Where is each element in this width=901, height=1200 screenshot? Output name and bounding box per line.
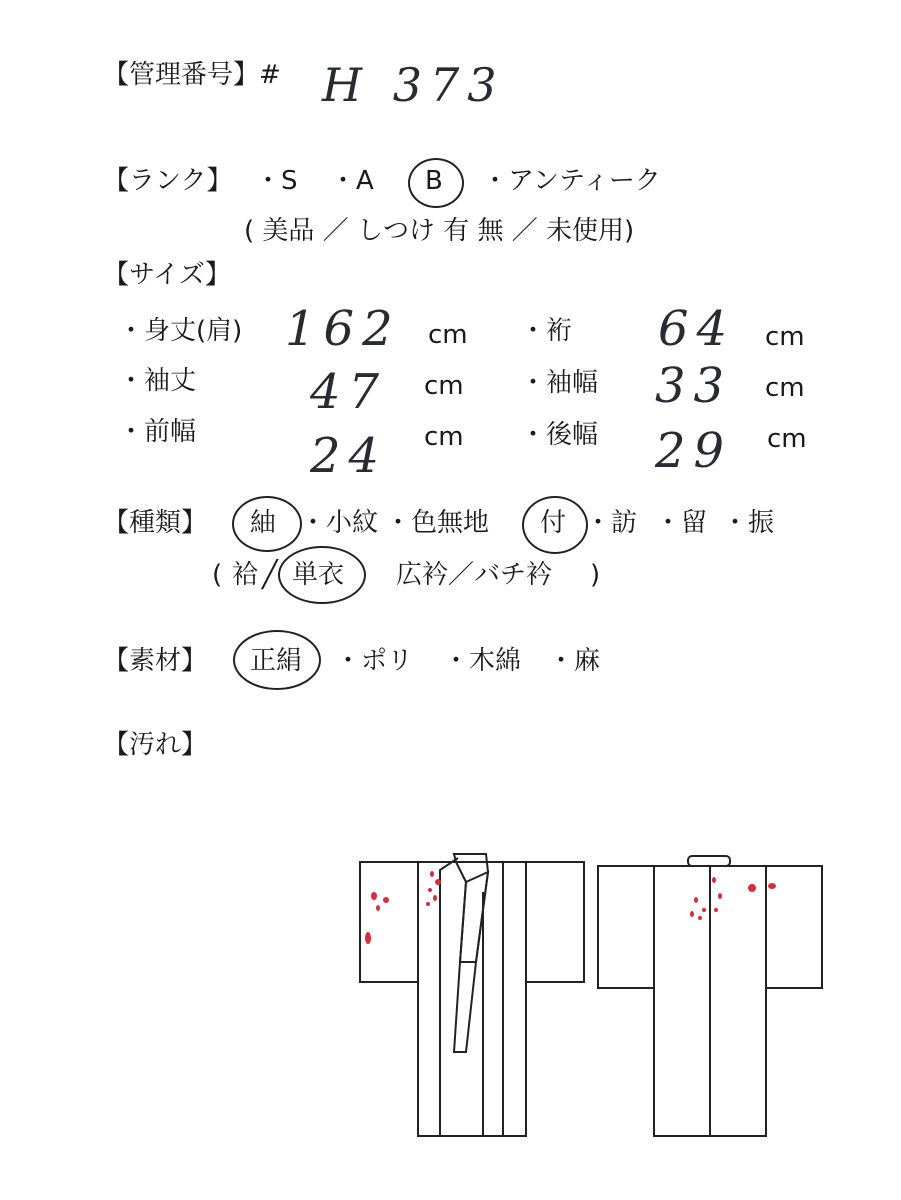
size-value-sleeve-width: 33 bbox=[655, 358, 733, 414]
size-value-front-width: 24 bbox=[310, 428, 388, 484]
size-label: 【サイズ】 bbox=[103, 260, 231, 290]
kind-sub-slash: ╱ bbox=[262, 560, 278, 590]
kind-sub-close-paren: ) bbox=[590, 560, 601, 590]
size-value-back-width: 29 bbox=[655, 423, 733, 479]
back-left-sleeve bbox=[598, 866, 654, 988]
material-option-silk: 正絹 bbox=[250, 646, 303, 676]
size-label-front-width: ・前幅 bbox=[118, 417, 197, 447]
size-unit-back-width: cm bbox=[767, 424, 807, 454]
rank-selected-circle bbox=[408, 158, 464, 208]
kind-sub-open-paren: ( bbox=[212, 560, 223, 590]
size-label-back-width: ・後幅 bbox=[520, 420, 599, 450]
management-label: 【管理番号】# bbox=[103, 60, 281, 90]
management-number-handwritten: H 373 bbox=[322, 58, 505, 112]
size-unit-sleeve-width: cm bbox=[765, 373, 805, 403]
kind-selected-circle-hitoe bbox=[278, 546, 366, 604]
back-collar bbox=[688, 856, 730, 866]
rank-option-antique: ・アンティーク bbox=[482, 166, 661, 196]
size-label-body-length: ・身丈(肩) bbox=[118, 316, 243, 346]
size-value-body-length: 162 bbox=[285, 301, 401, 357]
kind-selected-circle-tsukesage bbox=[522, 496, 588, 554]
back-stain-marks bbox=[690, 877, 776, 920]
size-unit-yuki: cm bbox=[765, 322, 805, 352]
size-label-yuki: ・裄 bbox=[520, 316, 573, 346]
front-left-sleeve bbox=[360, 862, 418, 982]
material-label: 【素材】 bbox=[103, 646, 208, 676]
kind-option-tsukesage: 付 bbox=[540, 508, 567, 538]
kimono-front-diagram bbox=[358, 852, 588, 1142]
material-option-cotton: ・木綿 bbox=[443, 646, 522, 676]
kind-option-komon: ・小紋 bbox=[300, 508, 379, 538]
size-unit-sleeve-length: cm bbox=[424, 371, 464, 401]
kind-option-iromuji: ・色無地 bbox=[385, 508, 490, 538]
kimono-back-diagram bbox=[596, 852, 826, 1142]
rank-option-b: B bbox=[425, 166, 443, 196]
front-stain-marks bbox=[365, 871, 441, 944]
kind-label: 【種類】 bbox=[103, 508, 208, 538]
size-unit-body-length: cm bbox=[428, 320, 468, 350]
rank-label: 【ランク】 bbox=[103, 166, 233, 196]
size-label-sleeve-width: ・袖幅 bbox=[520, 368, 599, 398]
kind-selected-circle-tsumugi bbox=[232, 496, 302, 552]
front-left-panel bbox=[440, 858, 458, 1136]
kind-option-houmongi: ・訪 bbox=[585, 508, 638, 538]
kind-sub-awase: 袷 bbox=[232, 560, 259, 590]
stain-label: 【汚れ】 bbox=[103, 730, 208, 760]
front-right-sleeve bbox=[526, 862, 584, 982]
kind-option-furisode: ・振 bbox=[722, 508, 775, 538]
material-option-linen: ・麻 bbox=[548, 646, 601, 676]
rank-condition-line: ( 美品 ／ しつけ 有 無 ／ 未使用) bbox=[244, 216, 635, 246]
material-selected-circle bbox=[233, 630, 321, 690]
kind-option-tsumugi: 紬 bbox=[250, 508, 277, 538]
size-value-yuki: 64 bbox=[658, 301, 736, 357]
kind-sub-collar: 広衿／バチ衿 bbox=[396, 560, 553, 590]
size-value-sleeve-length: 47 bbox=[310, 364, 388, 420]
rank-option-s: ・S bbox=[255, 166, 298, 196]
size-unit-front-width: cm bbox=[424, 422, 464, 452]
rank-option-a: ・A bbox=[330, 166, 374, 196]
size-label-sleeve-length: ・袖丈 bbox=[118, 366, 197, 396]
kind-sub-hitoe: 単衣 bbox=[292, 560, 345, 590]
material-option-poly: ・ポリ bbox=[335, 646, 414, 676]
kind-option-tomesode: ・留 bbox=[655, 508, 708, 538]
